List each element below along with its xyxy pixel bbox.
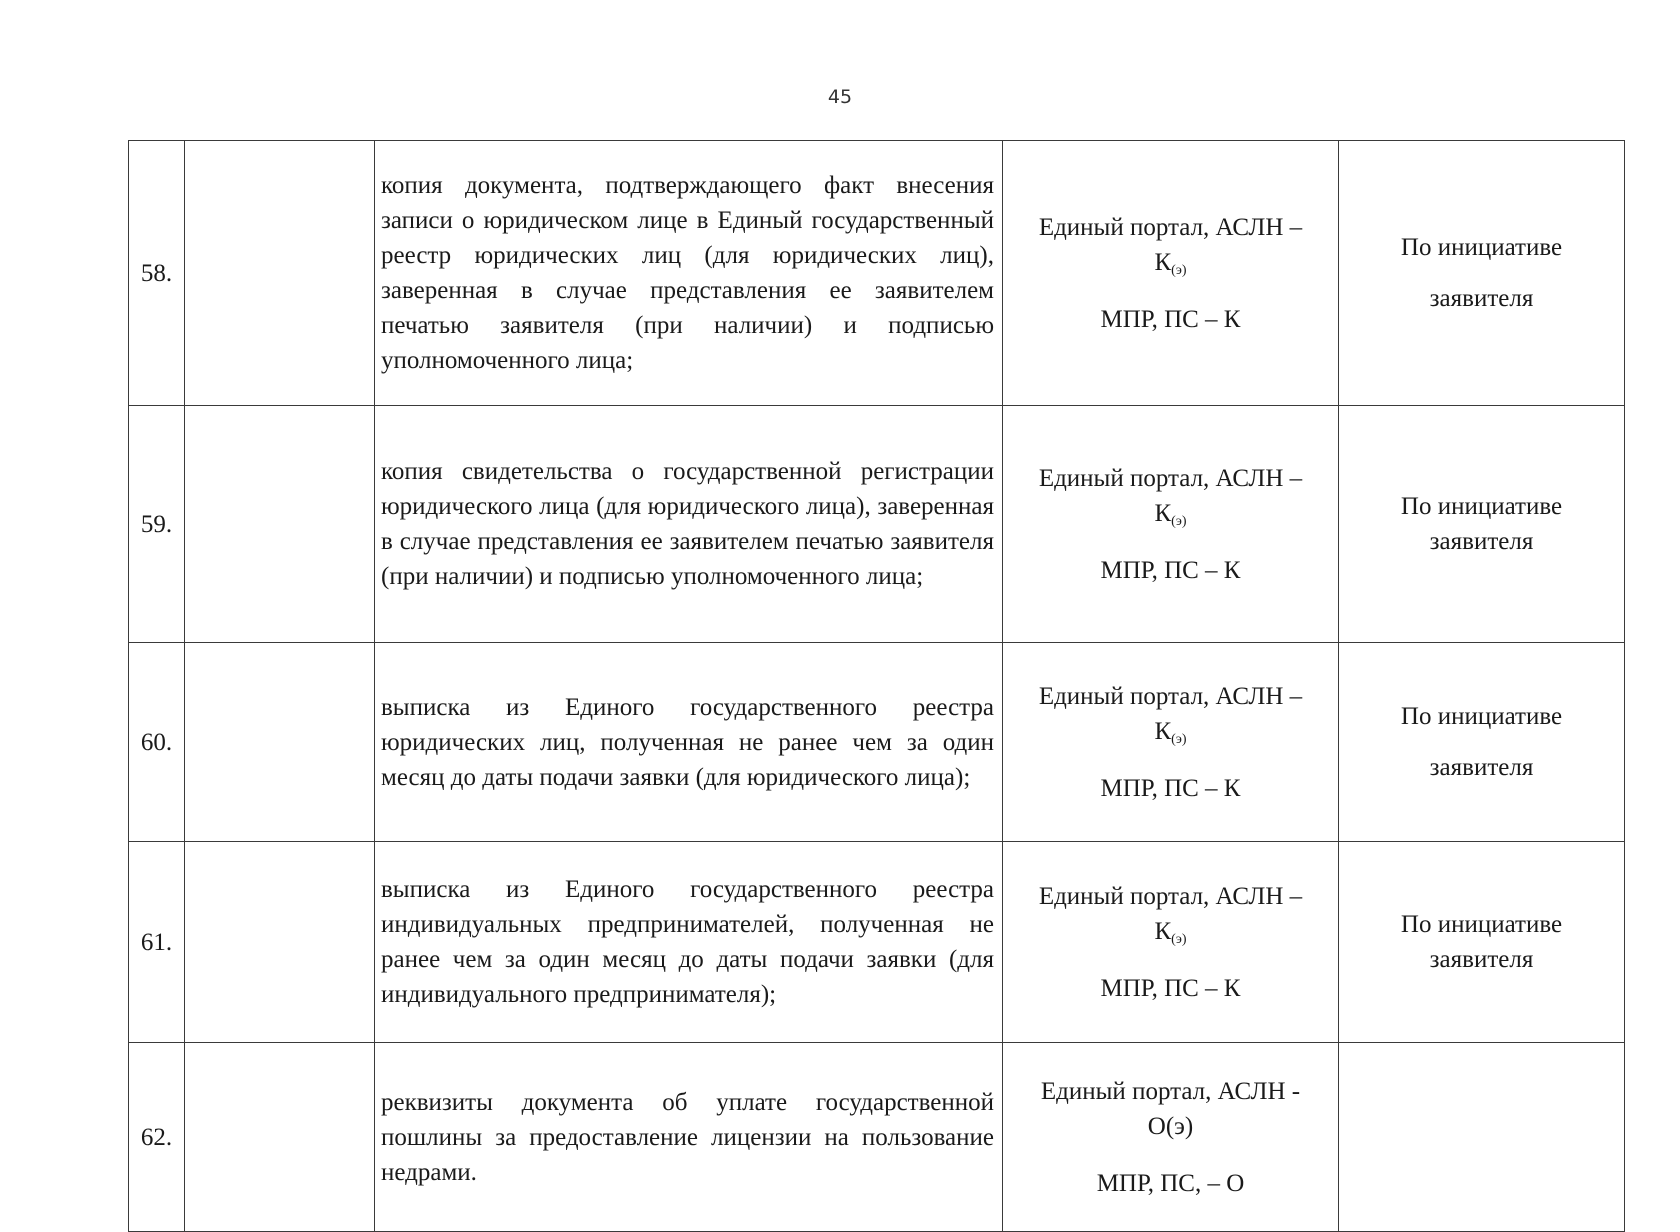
row-number-cell: 58. xyxy=(129,141,185,406)
description-cell xyxy=(375,1043,1003,1232)
source-line-1: Единый портал, АСЛН – xyxy=(1038,882,1303,910)
note-line-2: заявителя xyxy=(1429,528,1534,555)
description-cell xyxy=(375,141,1003,406)
source-code: К xyxy=(1154,917,1172,945)
source-line-2 xyxy=(1013,714,1328,757)
table-row xyxy=(129,141,1625,406)
note-cell xyxy=(1339,1043,1625,1232)
source-line-3: МПР, ПС – К xyxy=(1100,556,1241,584)
source-line-2 xyxy=(1013,245,1328,288)
row-number-cell: 62. xyxy=(129,1043,185,1232)
description-text: реквизиты документа об уплате государственной пошлины за предоставление лицензии на пользование недрами. xyxy=(381,1088,994,1186)
note-line-2: заявителя xyxy=(1429,285,1534,312)
source-line-1: Единый портал, АСЛН – xyxy=(1038,464,1303,492)
empty-cell xyxy=(185,643,375,842)
note-line-2: заявителя xyxy=(1429,946,1534,973)
table-row xyxy=(129,406,1625,643)
document-table xyxy=(128,140,1625,1232)
source-cell xyxy=(1003,1043,1339,1232)
table-row xyxy=(129,1043,1625,1232)
source-code: К xyxy=(1154,717,1172,745)
note-cell xyxy=(1339,842,1625,1043)
row-number-cell: 61. xyxy=(129,842,185,1043)
description-cell xyxy=(375,842,1003,1043)
description-text: копия свидетельства о государственной регистрации юридического лица (для юридического лица), заверенная в случае представления ее заявителем печатью заявителя (при наличии) и подписью уполномоченного лица; xyxy=(381,458,994,590)
source-line-3: МПР, ПС – К xyxy=(1100,974,1241,1002)
description-text: копия документа, подтверждающего факт внесения записи о юридическом лице в Единый государственный реестр юридических лиц (для юридических лиц), заверенная в случае представления ее заявителем печатью заявителя (при наличии) и подписью уполномоченного лица; xyxy=(381,172,994,374)
table-row xyxy=(129,842,1625,1043)
empty-cell xyxy=(185,141,375,406)
source-code-subscript: (э) xyxy=(1171,931,1187,947)
note-line-1: По инициативе xyxy=(1400,911,1563,938)
note-line-1: По инициативе xyxy=(1400,234,1563,261)
source-cell xyxy=(1003,643,1339,842)
source-line-1: Единый портал, АСЛН – xyxy=(1038,682,1303,710)
source-cell xyxy=(1003,406,1339,643)
row-number-cell: 60. xyxy=(129,643,185,842)
source-cell xyxy=(1003,141,1339,406)
description-text: выписка из Единого государственного реестра юридических лиц, полученная не ранее чем за один месяц до даты подачи заявки (для юридического лица); xyxy=(381,693,994,791)
table-row xyxy=(129,643,1625,842)
description-text: выписка из Единого государственного реестра индивидуальных предпринимателей, полученная не ранее чем за один месяц до даты подачи заявки (для индивидуального предпринимателя); xyxy=(381,876,994,1008)
source-line-1: Единый портал, АСЛН – xyxy=(1038,213,1303,241)
source-line-3: МПР, ПС – К xyxy=(1100,305,1241,333)
source-cell xyxy=(1003,842,1339,1043)
row-number-cell: 59. xyxy=(129,406,185,643)
page-number: 45 xyxy=(827,86,853,108)
source-code-subscript: (э) xyxy=(1171,513,1187,529)
source-line-1: Единый портал, АСЛН - xyxy=(1040,1077,1301,1105)
source-line-2 xyxy=(1013,914,1328,957)
note-line-1: По инициативе xyxy=(1400,703,1563,730)
source-line-2 xyxy=(1013,1109,1328,1152)
source-code: К xyxy=(1154,248,1172,276)
source-code: К xyxy=(1154,499,1172,527)
note-cell xyxy=(1339,643,1625,842)
source-code-subscript: (э) xyxy=(1171,262,1187,278)
source-line-3: МПР, ПС – К xyxy=(1100,774,1241,802)
note-cell xyxy=(1339,141,1625,406)
source-code-subscript: (э) xyxy=(1171,731,1187,747)
note-line-2: заявителя xyxy=(1429,754,1534,781)
source-line-3: МПР, ПС, – О xyxy=(1096,1169,1245,1197)
source-line-2 xyxy=(1013,496,1328,539)
description-cell xyxy=(375,406,1003,643)
note-line-1: По инициативе xyxy=(1400,493,1563,520)
empty-cell xyxy=(185,406,375,643)
empty-cell xyxy=(185,842,375,1043)
note-cell xyxy=(1339,406,1625,643)
description-cell xyxy=(375,643,1003,842)
source-code: О(э) xyxy=(1147,1112,1194,1140)
empty-cell xyxy=(185,1043,375,1232)
